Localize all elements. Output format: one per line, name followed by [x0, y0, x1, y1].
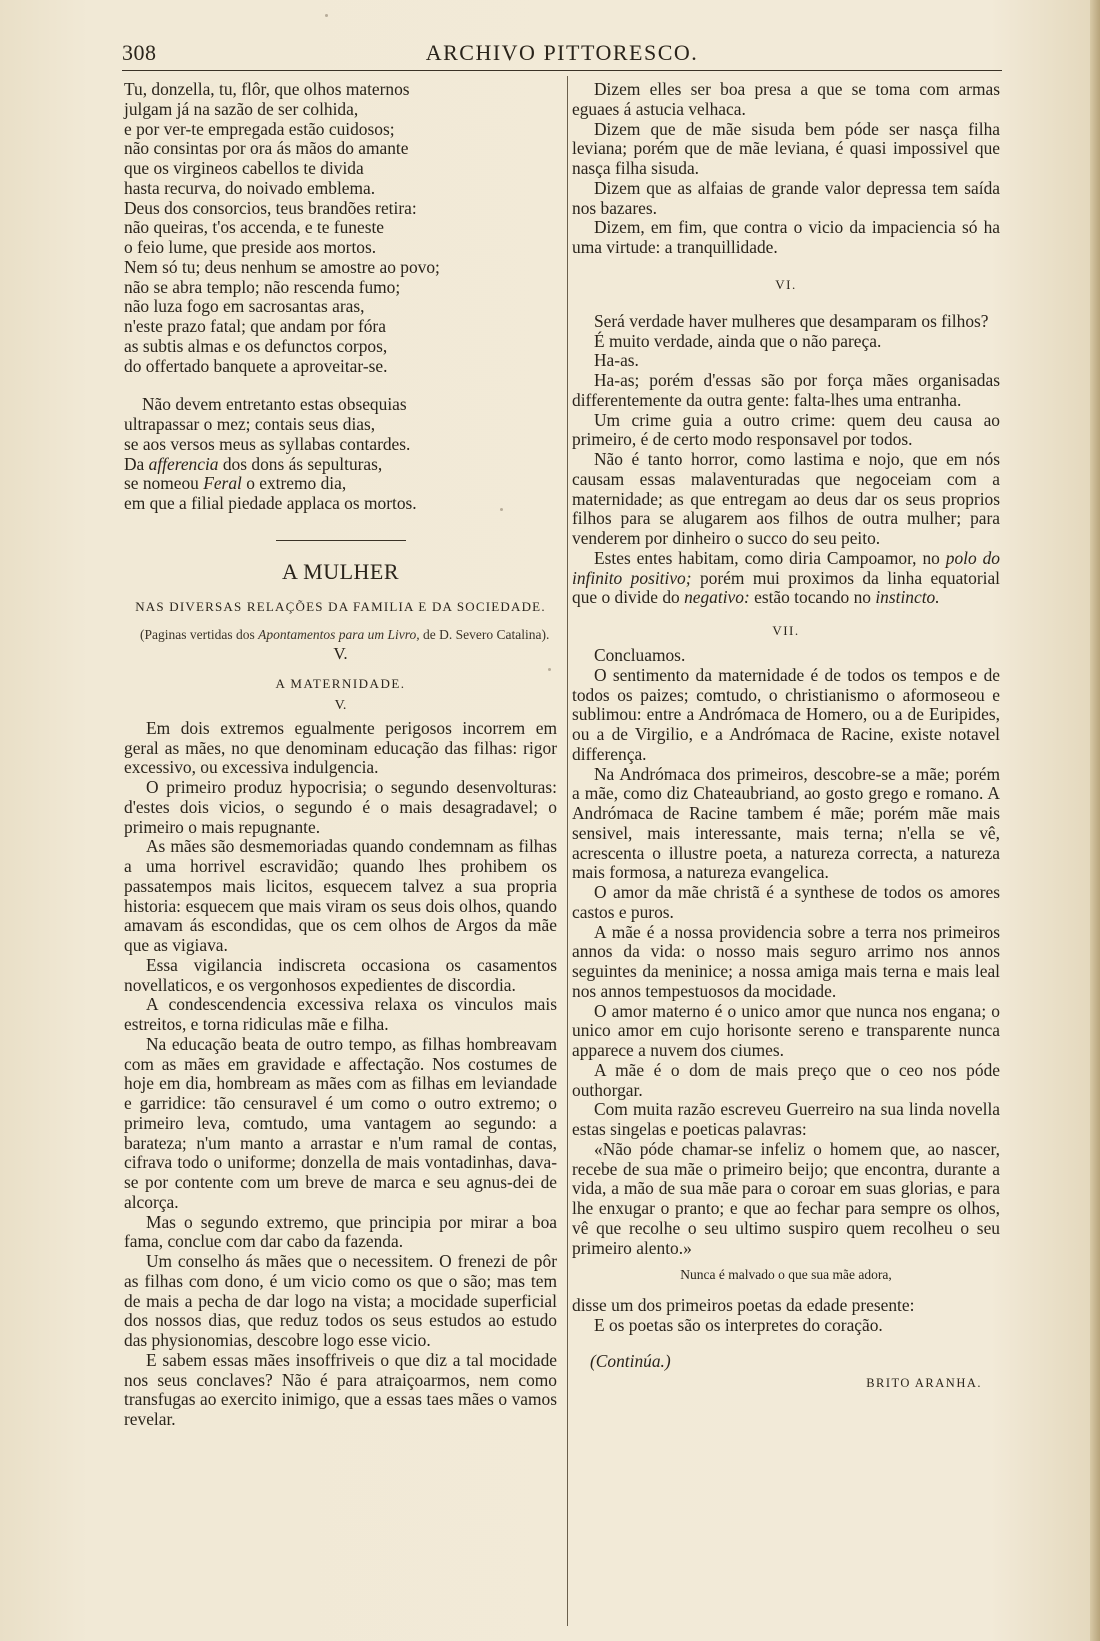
verse-line: se aos versos meus as syllabas contardes. [124, 433, 411, 454]
verse-line: n'este prazo fatal; que andam por fóra [124, 316, 386, 336]
paragraph: Dizem que de mãe sisuda bem póde ser nasça filha leviana; porém que de mãe leviana, é quasi impossivel que nasça filha sisuda. [572, 118, 1000, 178]
paper-speck [325, 14, 328, 17]
verse-line: não luza fogo em sacrosantas aras, [124, 296, 365, 317]
paragraph: A condescendencia excessiva relaxa os vinculos mais estreitos, e torna ridiculas mãe e filha. [124, 994, 557, 1034]
section-number-vii: VII. [772, 623, 800, 638]
paragraph: A mãe é o dom de mais preço que o ceo nos póde outhorgar. [572, 1059, 1000, 1100]
verse-line: ultrapassar o mez; contais seus dias, [124, 414, 376, 434]
verse-line: em que a filial piedade applaca os mortos. [124, 493, 417, 513]
verse-line [124, 455, 557, 475]
verse-text: Da [124, 453, 149, 474]
italic-term: afferencia [148, 453, 219, 474]
paragraph: É muito verdade, ainda que o não pareça. [594, 330, 882, 351]
verse-line: não consintas por ora ás mãos do amante [124, 138, 409, 159]
verse-line: do offertado banquete a aproveitar-se. [124, 355, 388, 376]
paragraph: E os poetas são os interpretes do coração. [594, 1315, 883, 1335]
paragraph: Um crime guia a outro crime: quem deu causa ao primeiro, é de certo modo responsavel por todos. [572, 409, 1000, 450]
paragraph: Ha-as; porém d'essas são por força mães organisadas differentemente da outra gente: falta-lhes uma entranha. [572, 370, 1000, 410]
paragraph: E sabem essas mães insoffriveis o que diz a tal mocidade nos seus conclaves? Não é para atraiçoarmos, nem como transfugas ao exercito inimigo, que a essas taes mães o vamos revelar. [124, 1349, 557, 1429]
author-signature: BRITO ARANHA. [866, 1375, 982, 1390]
paragraph: Com muita razão escreveu Guerreiro na sua linda novella estas singelas e poeticas palavras: [572, 1099, 1000, 1139]
article-body-left [124, 719, 557, 1430]
paragraph: Dizem que as alfaias de grande valor depressa tem saída nos bazares. [572, 177, 1000, 218]
italic-term: polo do infinito positivo; [572, 547, 1000, 588]
source-text: (Paginas vertidas dos [140, 626, 259, 642]
paragraph-text: estão tocando no [749, 587, 876, 608]
verse-text: o extremo dia, [241, 473, 347, 494]
paragraph: Na Andrómaca dos primeiros, descobre-se a mãe; porém a mãe, como diz Chateaubriand, ao gosto grego e romano. A Andrómaca de Racine tambem é mãe; porém mãe mais sensivel, mais interessante, mais terna; n'ella se vê, acrescenta o illustre poeta, a natureza correcta, a natureza mais formosa, a natureza evangelica. [572, 763, 1000, 883]
verse-line: não queiras, t'os accenda, e te funeste [124, 217, 385, 238]
continued-note: (Continúa.) [590, 1350, 671, 1371]
paragraph-text: porém mui proximos da linha equatorial que o divide do [572, 567, 1000, 608]
paper-speck [548, 668, 551, 671]
verse-line: e por ver-te empregada estão cuidosos; [124, 118, 395, 139]
article-source [124, 627, 557, 643]
section-title: A MATERNIDADE. [275, 675, 406, 691]
verse-line: Nem só tu; deus nenhum se amostre ao povo; [124, 256, 440, 277]
paragraph: O sentimento da maternidade é de todos os tempos e de todos os paizes; comtudo, o christianismo o aformoseou e sublimou: entre a Andrómaca de Homero, ou a de Euripides, ou a de Virgilio, e a Andrómaca de Racine, existe notavel differença. [572, 664, 1000, 764]
running-title: ARCHIVO PITTORESCO. [425, 40, 699, 65]
paragraph: Dizem elles ser boa presa a que se toma com armas eguaes á astucia velhaca. [572, 79, 1000, 119]
source-book-title: Apontamentos para um Livro, [258, 626, 420, 642]
italic-term: instincto. [875, 587, 940, 608]
quoted-verse: Nunca é malvado o que sua mãe adora, [680, 1267, 892, 1283]
paragraph: Concluamos. [594, 645, 686, 665]
paragraph: Essa vigilancia indiscreta occasiona os casamentos novellaticos, e os vergonhosos expedientes de discordia. [124, 954, 557, 995]
article-subtitle: NAS DIVERSAS RELAÇÕES DA FAMILIA E DA SOCIEDADE. [135, 598, 546, 614]
page-edge [1090, 0, 1100, 1641]
header-rule [122, 70, 1002, 71]
verse-block-1 [124, 80, 557, 376]
verse-line: que os virgineos cabellos te divida [124, 158, 364, 178]
paragraph: O amor materno é o unico amor que nunca nos engana; o unico amor em cujo horisonte sereno e transparente nunca apparece a nuvem dos ciumes. [572, 1000, 1000, 1060]
quotation: «Não póde chamar-se infeliz o homem que, ao nascer, recebe de sua mãe o primeiro beijo; que encontra, durante a vida, a mão de sua mãe para o coroar em suas glorias, e para lhe enxugar o pranto; e que ao fechar para sempre os olhos, vê que recolhe o seu ultimo suspiro quem recolheu o seu primeiro alento.» [572, 1138, 1000, 1258]
paragraph-text: Estes entes habitam, como diria Campoamor, no [594, 547, 946, 568]
source-text: de D. Severo Catalina). [419, 626, 550, 642]
verse-line: hasta recurva, do noivado emblema. [124, 177, 376, 198]
paragraph: Mas o segundo extremo, que principia por mirar a boa fama, conclue com dar cabo da fazenda. [124, 1211, 557, 1252]
paragraph: A mãe é a nossa providencia sobre a terra nos primeiros annos da vida: o nosso mais seguro arrimo nos annos seguintes da meninice; a nossa amiga mais terna e mais leal nos annos tempestuosos da mocidade. [572, 921, 1000, 1001]
right-column [572, 80, 1000, 1393]
paragraph: Dizem, em fim, que contra o vicio da impaciencia só ha uma virtude: a tranquillidade. [572, 217, 1000, 257]
verse-text: dos dons ás sepulturas, [218, 453, 383, 474]
stanza-gap [124, 376, 557, 395]
page-number: 308 [122, 40, 157, 65]
paragraph: Não é tanto horror, como lastima e nojo, que em nós causam essas malaventuradas que negoceiam com a maternidade; as que entregam ao deus dar os seus proprios filhos para se alugarem aos filhos de outra mulher; para venderem por dinheiro o succo do seu peito. [572, 449, 1000, 548]
paragraph: O primeiro produz hypocrisia; o segundo desenvolturas: d'estes dois vicios, o segundo é o mais desagradavel; o primeiro o mais repugnante. [124, 777, 557, 837]
subsection-number: V. [334, 697, 347, 713]
section-number-vi: VI. [775, 276, 797, 292]
italic-term: negativo: [684, 587, 750, 608]
paragraph: Um conselho ás mães que o necessitem. O frenezi de pôr as filhas com dono, é um vicio como os que o são; mas tem de mais a pecha de dar logo na vista; a mocidade superficial dos nossos dias, que reduz todos os seus estudos ao estudo das physionomias, descobre logo esse vicio. [124, 1251, 557, 1350]
verse-line: Deus dos consorcios, teus brandões retira: [124, 197, 417, 218]
column-divider [567, 76, 568, 1626]
paragraph: disse um dos primeiros poetas da edade presente: [572, 1295, 915, 1316]
article-title: A MULHER [281, 558, 400, 584]
verse-block-2 [124, 395, 557, 514]
verse-line: Tu, donzella, tu, flôr, que olhos maternos [124, 79, 410, 99]
paragraph: O amor da mãe christã é a synthese de todos os amores castos e puros. [572, 882, 1000, 922]
left-column [124, 80, 557, 1430]
paragraph: Na educação beata de outro tempo, as filhas hombreavam com as mães em gravidade e affectação. Nos costumes de hoje em dia, hombream as mães com as filhas em leviandade e garridice: tão censuravel é um como o outro extremo; o primeiro leva, comtudo, uma vantagem ao segundo: a barateza; n'um manto a arrastar e n'um ramal de contas, cifrava todo o uniforme; donzella de mais vontadinhas, dava-se por contente com um breve de marca e seu agnus-dei de alcorça. [124, 1033, 557, 1212]
verse-line: o feio lume, que preside aos mortos. [124, 237, 377, 257]
paragraph: As mães são desmemoriadas quando condemnam as filhas a uma horrivel escravidão; quando lhes prohibem os passatempos mais licitos, esquecem talvez a sua propria historia: esquecem que mais viram os seus dois olhos, quando amavam ás escondidas, que os cem olhos de Argos da mãe que as vigiava. [124, 836, 557, 955]
verse-line: as subtis almas e os defunctos corpos, [124, 335, 388, 356]
paragraph: Será verdade haver mulheres que desamparam os filhos? [594, 310, 989, 331]
section-number: V. [333, 643, 348, 663]
verse-text: se nomeou [124, 473, 204, 494]
italic-term: Feral [203, 473, 242, 494]
paper-speck [500, 508, 503, 511]
paragraph: Ha-as. [594, 350, 639, 371]
verse-line: Não devem entretanto estas obsequias [142, 394, 407, 415]
section-rule [276, 540, 406, 541]
verse-line: não se abra templo; não rescenda fumo; [124, 276, 401, 297]
verse-line: julgam já na sazão de ser colhida, [124, 98, 359, 119]
page-header [122, 38, 1002, 72]
verse-line [124, 474, 557, 494]
paragraph: Em dois extremos egualmente perigosos incorrem em geral as mães, no que denominam educação das filhas: rigor excessivo, ou excessiva indulgencia. [124, 717, 557, 778]
paragraph [572, 549, 1000, 608]
